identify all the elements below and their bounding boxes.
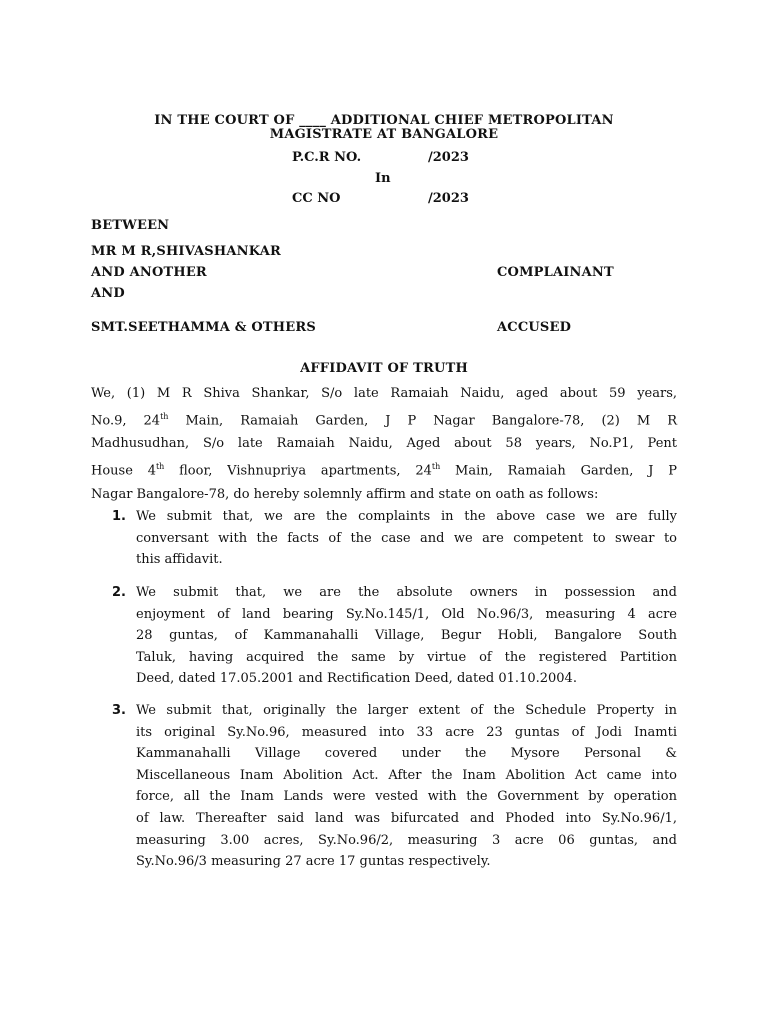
paragraph-number: 1. (112, 509, 126, 524)
in-label: In (375, 171, 391, 186)
cc-label: CC NO (292, 191, 341, 206)
paragraph-line: We submit that, originally the larger extent of the Schedule Property in (136, 703, 677, 718)
intro-line (91, 455, 677, 482)
paragraph-line: this affidavit. (136, 552, 223, 568)
intro-text: floor, Vishnupriya apartments, 24 (164, 463, 432, 479)
paragraph-line: of law. Thereafter said land was bifurcated and Phoded into Sy.No.96/1, (136, 810, 677, 826)
court-title (0, 114, 768, 142)
paragraph-line: Kammanahalli Village covered under the Mysore Personal & (136, 746, 677, 762)
paragraph-line: 28 guntas, of Kammanahalli Village, Begur Hobli, Bangalore South (136, 628, 677, 644)
pcr-year: /2023 (428, 150, 469, 165)
paragraph-text (136, 582, 677, 690)
intro-text: Main, Ramaiah Garden, J P Nagar Bangalore-78, (2) M R (168, 413, 677, 429)
superscript-th: th (431, 462, 441, 472)
complainant-name: MR M R,SHIVASHANKAR (91, 244, 281, 259)
paragraph-line: We submit that, we are the complaints in the above case we are fully (136, 509, 677, 524)
superscript-th: th (160, 412, 169, 421)
intro-line (91, 405, 677, 432)
paragraph-line: its original Sy.No.96, measured into 33 acre 23 guntas of Jodi Inamti (136, 724, 677, 740)
intro-line: Nagar Bangalore-78, do hereby solemnly affirm and state on oath as follows: (91, 486, 599, 502)
paragraph-line: We submit that, we are the absolute owners in possession and (136, 585, 677, 600)
intro-text: House 4 (91, 463, 156, 479)
paragraph-number: 2. (112, 585, 126, 600)
paragraph-text (136, 700, 677, 873)
complainant-role: COMPLAINANT (497, 265, 614, 280)
paragraph-number: 3. (112, 703, 126, 718)
court-title-line-2: MAGISTRATE AT BANGALORE (269, 127, 499, 142)
intro-paragraph (91, 382, 677, 506)
complainant-and-another: AND ANOTHER (91, 265, 207, 280)
cc-year: /2023 (428, 191, 469, 206)
superscript-th: th (155, 462, 165, 472)
paragraph-line: conversant with the facts of the case and we are competent to swear to (136, 530, 677, 546)
paragraph-line: Miscellaneous Inam Abolition Act. After the Inam Abolition Act came into (136, 767, 677, 783)
intro-text: Main, Ramaiah Garden, J P (440, 463, 677, 479)
intro-line: Madhusudhan, S/o late Ramaiah Naidu, Aged about 58 years, No.P1, Pent (91, 436, 677, 452)
and-label: AND (91, 286, 125, 301)
intro-text: No.9, 24 (91, 413, 161, 429)
paragraph-line: Deed, dated 17.05.2001 and Rectification Deed, dated 01.10.2004. (136, 671, 577, 687)
intro-line: We, (1) M R Shiva Shankar, S/o late Ramaiah Naidu, aged about 59 years, (91, 386, 677, 401)
between-label: BETWEEN (91, 218, 170, 233)
accused-name: SMT.SEETHAMMA & OTHERS (91, 320, 316, 335)
accused-role: ACCUSED (497, 320, 572, 335)
paragraph-text (136, 506, 677, 571)
paragraph-line: force, all the Inam Lands were vested with the Government by operation (136, 789, 677, 805)
paragraph-line: enjoyment of land bearing Sy.No.145/1, Old No.96/3, measuring 4 acre (136, 606, 677, 622)
pcr-label: P.C.R NO. (292, 150, 362, 165)
paragraph-line: Taluk, having acquired the same by virtue of the registered Partition (136, 649, 677, 665)
court-title-line-1: IN THE COURT OF ____ ADDITIONAL CHIEF METROPOLITAN (154, 113, 614, 128)
paragraph-line: Sy.No.96/3 measuring 27 acre 17 guntas respectively. (136, 854, 491, 870)
affidavit-title: AFFIDAVIT OF TRUTH (300, 361, 468, 376)
paragraph-line: measuring 3.00 acres, Sy.No.96/2, measuring 3 acre 06 guntas, and (136, 832, 677, 848)
